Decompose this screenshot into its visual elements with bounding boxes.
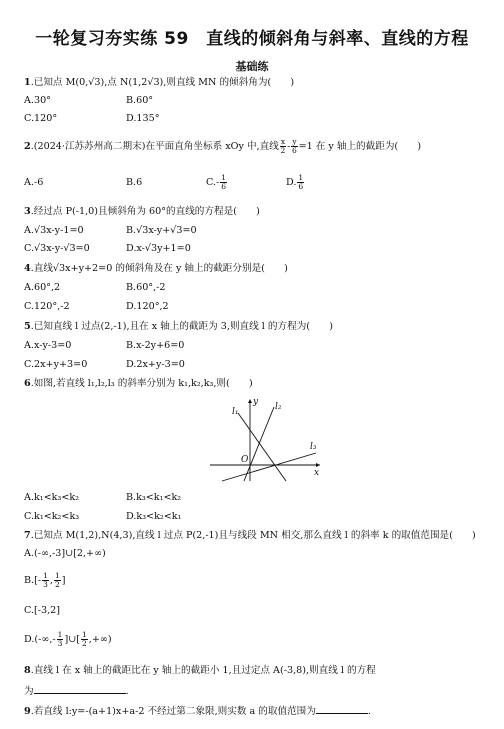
option-d: D.(-∞,- $\frac{1}{3}$ ]∪[ $\frac{1}{2}$ ,+∞) <box>24 630 112 648</box>
option-c: C.2x+y+3=0 <box>24 359 88 370</box>
question-3 <box>24 206 260 218</box>
option-b: B.60° <box>126 95 154 106</box>
question-text: .直线√3x+y+2=0 的倾斜角及在 y 轴上的截距分别是( ) <box>30 263 288 274</box>
question-text: .已知点 M(1,2),N(4,3),直线 l 过点 P(2,-1)且与线段 MN 相交,那么直线 l 的斜率 k 的取值范围是( ) <box>30 530 476 541</box>
period: . <box>125 686 129 697</box>
option-a: A.60°,2 <box>24 282 61 293</box>
label-origin: O <box>241 455 249 465</box>
line-slope-figure <box>208 395 328 483</box>
question-text: 为 <box>24 686 34 697</box>
question-number: 9 <box>24 706 31 717</box>
question-text: .经过点 P(-1,0)且倾斜角为 60°的直线的方程是( ) <box>30 206 260 217</box>
option-c: C.120° <box>24 113 58 124</box>
section-title: 基础练 <box>235 60 269 73</box>
question-text: .(2024·江苏苏州高二期末)在平面直角坐标系 xOy 中,直线 <box>30 141 279 152</box>
option-a: A.(-∞,-3]∪[2,+∞) <box>24 548 106 559</box>
option-c: C.√3x-y-√3=0 <box>24 243 90 254</box>
option-c: C.k₁<k₂<k₃ <box>24 511 80 522</box>
answer-blank[interactable] <box>34 684 126 694</box>
question-number: 4 <box>24 263 31 274</box>
answer-blank[interactable] <box>316 704 368 714</box>
question-number: 6 <box>24 378 31 389</box>
page-title: 一轮复习夯实练 59 直线的倾斜角与斜率、直线的方程 <box>35 29 469 49</box>
question-number: 3 <box>24 206 31 217</box>
question-text: =1 在 y 轴上的截距为( ) <box>298 141 422 152</box>
option-c: C.120°,-2 <box>24 301 70 312</box>
question-6 <box>24 378 253 390</box>
option-a: A.x-y-3=0 <box>24 340 72 351</box>
question-text: .直线 l 在 x 轴上的截距比在 y 轴上的截距小 1,且过定点 A(-3,8),则直线 l 的方程 <box>30 665 376 676</box>
option-d: D.135° <box>126 113 160 124</box>
question-number: 7 <box>24 530 31 541</box>
option-d: D.k₃<k₂<k₁ <box>126 511 182 522</box>
question-8 <box>24 665 376 677</box>
option-b: B.[- $\frac{1}{3}$ , $\frac{1}{2}$ ] <box>24 571 66 589</box>
label-x: x <box>314 468 320 478</box>
option-a: A.k₁<k₃<k₂ <box>24 492 80 503</box>
label-y: y <box>253 397 259 407</box>
option-b: B.x-2y+6=0 <box>126 340 185 351</box>
option-d: D. $\frac{1}{6}$ <box>286 173 304 191</box>
question-9 <box>24 704 371 718</box>
option-a: A.-6 <box>24 177 44 188</box>
question-text: .若直线 l:y=-(a+1)x+a-2 不经过第二象限,则实数 a 的取值范围为 <box>30 706 316 717</box>
question-text: .如图,若直线 l₁,l₂,l₃ 的斜率分别为 k₁,k₂,k₃,则( ) <box>30 378 253 389</box>
option-a: A.30° <box>24 95 51 106</box>
option-a: A.√3x-y-1=0 <box>24 225 84 236</box>
label-l3: l₃ <box>310 442 317 452</box>
question-text: .已知点 <box>30 77 66 88</box>
option-d: D.120°,2 <box>126 301 169 312</box>
question-5 <box>24 321 333 333</box>
question-4 <box>24 263 288 275</box>
question-number: 1 <box>24 77 31 88</box>
period: . <box>367 706 371 717</box>
question-8-line-2 <box>24 684 129 698</box>
option-c: C.[-3,2] <box>24 605 61 616</box>
label-l1: l₁ <box>232 407 239 417</box>
option-b: B.√3x-y+√3=0 <box>126 225 197 236</box>
question-7 <box>24 530 476 542</box>
option-d: D.x-√3y+1=0 <box>126 243 191 254</box>
question-2 <box>24 138 421 155</box>
question-number: 8 <box>24 665 31 676</box>
option-c: C.- $\frac{1}{6}$ <box>206 173 227 191</box>
fraction: $\frac{x}{2}$ <box>280 137 286 155</box>
question-text: .已知直线 l 过点(2,-1),且在 x 轴上的截距为 3,则直线 l 的方程为( ) <box>30 321 333 332</box>
question-text: M(0,√3),点 N(1,2√3),则直线 MN 的倾斜角为( ) <box>65 77 295 88</box>
fraction: $\frac{y}{6}$ <box>292 137 297 155</box>
question-1 <box>24 77 294 89</box>
question-number: 2 <box>24 141 31 152</box>
y-axis-arrow-icon <box>248 399 252 403</box>
option-b: B.60°,-2 <box>126 282 166 293</box>
option-b: B.6 <box>126 177 143 188</box>
question-number: 5 <box>24 321 31 332</box>
x-axis-arrow-icon <box>316 463 320 467</box>
option-b: B.k₃<k₁<k₂ <box>126 492 182 503</box>
line-l1 <box>238 413 286 481</box>
label-l2: l₂ <box>275 402 282 412</box>
option-d: D.2x+y-3=0 <box>126 359 185 370</box>
minus-sign: - <box>287 141 291 152</box>
